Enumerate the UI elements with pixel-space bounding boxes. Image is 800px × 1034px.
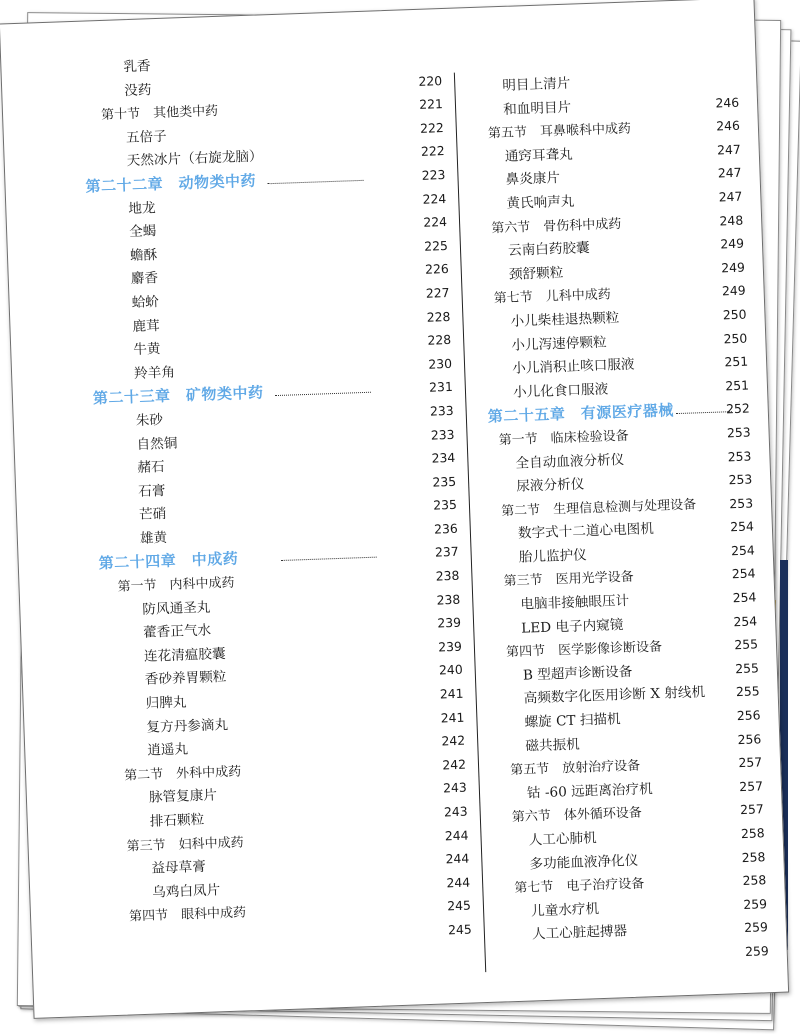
toc-page-number: 242 xyxy=(441,732,466,749)
toc-page-number: 222 xyxy=(419,119,445,136)
toc-page-number: 257 xyxy=(739,801,764,818)
toc-page-number: 256 xyxy=(737,730,762,747)
toc-entry-title: 朱砂 xyxy=(135,411,164,429)
toc-page-number: 258 xyxy=(742,872,767,889)
toc-chapter-title: 第二十二章 动物类中药 xyxy=(85,171,257,196)
toc-page-number: 244 xyxy=(446,874,471,891)
toc-entry-title: 藿香正气水 xyxy=(142,622,212,642)
toc-page-number: 243 xyxy=(442,780,468,796)
toc-page-number: 247 xyxy=(718,188,743,205)
toc-entry-title: 脉管复康片 xyxy=(148,787,218,807)
toc-entry-title: 全蝎 xyxy=(128,223,157,241)
toc-page-number: 254 xyxy=(733,613,758,629)
toc-page-number: 245 xyxy=(447,921,473,938)
toc-entry-title: 全自动血液分析仪 xyxy=(515,451,625,472)
toc-entry-title: 儿童水疗机 xyxy=(530,900,600,920)
toc-chapter-title: 第二十三章 矿物类中药 xyxy=(92,383,264,408)
toc-page-number: 259 xyxy=(743,896,768,912)
toc-chapter-title: 第二十五章 有源医疗器械 xyxy=(487,401,675,426)
toc-page-number: 221 xyxy=(419,96,444,113)
toc-page-number: 249 xyxy=(721,282,746,299)
toc-page-number: 246 xyxy=(715,117,741,134)
toc-page-number: 242 xyxy=(442,756,467,773)
toc-page-number: 254 xyxy=(732,589,757,606)
toc-section-title: 第三节 妇科中成药 xyxy=(126,835,244,855)
toc-page-number: 239 xyxy=(437,638,463,655)
toc-page-number: 250 xyxy=(722,306,747,323)
toc-entry-title: 地龙 xyxy=(128,199,156,217)
dot-leader xyxy=(676,411,732,414)
toc-section-title: 第三节 医用光学设备 xyxy=(503,570,634,590)
toc-entry-title: 胎儿监护仪 xyxy=(518,547,588,566)
toc-entry-title: 雄黄 xyxy=(139,529,168,547)
toc-page-number: 245 xyxy=(447,897,472,914)
toc-entry-title: 排石颗粒 xyxy=(149,811,205,830)
toc-page-number: 233 xyxy=(429,402,454,419)
toc-section-title: 第六节 骨伤科中成药 xyxy=(491,216,622,236)
toc-page-number: 254 xyxy=(729,518,755,535)
toc-page-number: 258 xyxy=(741,848,766,865)
toc-page-number: 224 xyxy=(423,214,448,230)
toc-section-title: 第二节 生理信息检测与处理设备 xyxy=(500,497,697,519)
toc-page-number: 246 xyxy=(715,94,740,111)
toc-entry-title: 复方丹参滴丸 xyxy=(146,716,229,736)
toc-entry-title: 通窍耳聋丸 xyxy=(504,146,574,165)
toc-page-number: 257 xyxy=(738,754,763,771)
toc-section-title: 第五节 耳鼻喉科中成药 xyxy=(487,121,632,142)
toc-page-number: 253 xyxy=(729,495,754,511)
toc-left-column xyxy=(81,45,472,954)
toc-entry-title: 尿液分析仪 xyxy=(516,476,585,495)
toc-page-number: 248 xyxy=(719,212,744,229)
toc-page-number: 227 xyxy=(425,284,450,301)
toc-page-number: 230 xyxy=(428,355,453,372)
toc-page-number: 241 xyxy=(440,709,465,726)
toc-entry-title: 牛黄 xyxy=(133,341,161,359)
toc-right-column xyxy=(476,67,769,972)
toc-entry-title: 高频数字化医用诊断 X 射线机 xyxy=(523,684,706,708)
toc-entry-title: 香砂养胃颗粒 xyxy=(144,669,227,689)
toc-page-number: 252 xyxy=(725,400,751,417)
toc-page-number: 226 xyxy=(424,261,449,278)
toc-page-number: 255 xyxy=(735,683,760,700)
toc-page-number: 223 xyxy=(421,166,446,183)
toc-page-number: 255 xyxy=(734,636,759,653)
toc-page-number: 247 xyxy=(717,165,742,181)
toc-entry-title: 归脾丸 xyxy=(145,694,187,712)
toc-page-number: 249 xyxy=(720,235,745,252)
toc-page-number: 244 xyxy=(445,850,470,867)
toc-entry-title: 人工心脏起搏器 xyxy=(531,923,628,943)
toc-entry-title: 螺旋 CT 扫描机 xyxy=(524,711,621,731)
toc-entry-title: 鼻炎康片 xyxy=(505,170,561,189)
toc-entry-title: LED 电子内窥镜 xyxy=(520,616,624,637)
toc-page-number: 247 xyxy=(716,141,741,158)
toc-entry-title: 没药 xyxy=(123,81,152,99)
toc-entry-title: 小儿消积止咳口服液 xyxy=(511,356,635,377)
toc-section-title: 第七节 电子治疗设备 xyxy=(514,876,645,897)
toc-page-number: 259 xyxy=(743,919,769,936)
toc-page-number: 254 xyxy=(731,565,756,582)
toc-page-number: 253 xyxy=(727,448,752,464)
toc-entry-title: 逍遥丸 xyxy=(147,741,189,759)
toc-page-number: 237 xyxy=(434,544,459,561)
toc-page-number: 224 xyxy=(422,190,447,207)
toc-chapter-title: 第二十四章 中成药 xyxy=(98,549,239,573)
toc-page-number: 251 xyxy=(725,377,750,394)
toc-entry-title: 人工心肺机 xyxy=(528,830,597,849)
toc-page-number: 258 xyxy=(740,825,765,842)
toc-entry-title: 连花清瘟胶囊 xyxy=(143,645,226,665)
toc-page-number: 222 xyxy=(420,143,445,160)
toc-page-number: 239 xyxy=(437,614,462,631)
toc-page-number: 255 xyxy=(734,660,760,677)
toc-entry-title: 钴 -60 远距离治疗机 xyxy=(526,780,653,802)
toc-page-number: 257 xyxy=(739,778,764,794)
toc-section-title: 第十节 其他类中药 xyxy=(100,104,219,124)
toc-page-number: 234 xyxy=(431,449,456,466)
toc-entry-title: 云南白药胶囊 xyxy=(507,240,590,260)
toc-page-number: 251 xyxy=(724,353,749,370)
toc-entry-title: 麝香 xyxy=(130,270,159,288)
dot-leader xyxy=(281,557,377,561)
toc-entry-title: 石膏 xyxy=(137,482,166,500)
toc-entry-title: 自然铜 xyxy=(136,435,178,453)
toc-entry-title: 小儿柴桂退热颗粒 xyxy=(510,309,620,330)
toc-page-number: 259 xyxy=(744,943,769,959)
dot-leader xyxy=(268,180,364,184)
toc-page-number: 235 xyxy=(432,473,457,490)
toc-page-number: 228 xyxy=(427,332,452,348)
toc-entry-title: 芒硝 xyxy=(138,506,167,524)
toc-page-number: 244 xyxy=(444,827,469,844)
toc-entry-title: 数字式十二道心电图机 xyxy=(517,521,655,542)
toc-page-number: 225 xyxy=(423,237,449,254)
toc-entry-title: 明目上清片 xyxy=(502,75,571,94)
toc-page-number: 253 xyxy=(726,424,751,441)
toc-entry-title: 赭石 xyxy=(137,459,165,477)
toc-entry-title: 小儿泻速停颗粒 xyxy=(511,334,607,354)
toc-section-title: 第五节 放射治疗设备 xyxy=(509,758,641,779)
toc-page-number: 235 xyxy=(433,497,458,513)
toc-entry-title: 磁共振机 xyxy=(525,736,581,755)
toc-entry-title: 电脑非接触眼压计 xyxy=(520,592,630,613)
toc-page-number: 236 xyxy=(433,520,459,537)
toc-section-title: 第六节 体外循环设备 xyxy=(511,805,643,826)
toc-section-title: 第一节 临床检验设备 xyxy=(498,428,629,449)
toc-entry-title: B 型超声诊断设备 xyxy=(522,663,633,684)
toc-page-number: 238 xyxy=(435,567,460,584)
toc-page-number: 241 xyxy=(439,685,464,702)
toc-entry-title: 鹿茸 xyxy=(132,317,160,335)
toc-page-number: 249 xyxy=(720,259,746,276)
toc-section-title: 第七节 儿科中成药 xyxy=(493,287,611,307)
toc-entry-title: 益母草膏 xyxy=(151,858,207,877)
toc-entry-title: 多功能血液净化仪 xyxy=(529,852,639,873)
toc-entry-title: 羚羊角 xyxy=(133,364,176,382)
toc-entry-title: 黄氏响声丸 xyxy=(506,193,575,212)
toc-page-number: 250 xyxy=(723,330,748,346)
toc-page-number: 233 xyxy=(430,426,455,443)
toc-entry-title: 颈舒颗粒 xyxy=(508,264,564,283)
toc-section-title: 第四节 眼科中成药 xyxy=(128,905,247,925)
toc-section-title: 第一节 内科中成药 xyxy=(117,575,235,595)
toc-page-number: 253 xyxy=(728,471,753,488)
toc-entry-title: 防风通圣丸 xyxy=(142,599,211,618)
toc-entry-title: 和血明目片 xyxy=(502,99,572,118)
toc-page-number: 231 xyxy=(428,379,454,396)
toc-page-number: 220 xyxy=(418,72,443,89)
toc-page-number: 256 xyxy=(736,707,761,724)
toc-page-number: 240 xyxy=(438,662,463,678)
toc-page-number: 228 xyxy=(426,308,451,325)
toc-entry-title: 五倍子 xyxy=(125,128,167,146)
toc-page-number: 254 xyxy=(730,542,755,559)
toc-entry-title: 乌鸡白凤片 xyxy=(151,882,221,901)
toc-entry-title: 蟾酥 xyxy=(129,246,158,264)
toc-entry-title: 乳香 xyxy=(123,58,151,76)
toc-section-title: 第二节 外科中成药 xyxy=(123,764,242,784)
toc-section-title: 第四节 医学影像诊断设备 xyxy=(505,639,663,661)
toc-entry-title: 小儿化食口服液 xyxy=(512,381,609,401)
toc-entry-title: 天然冰片（右旋龙脑） xyxy=(126,148,263,170)
toc-entry-title: 蛤蚧 xyxy=(131,294,160,311)
toc-page-number: 243 xyxy=(443,803,468,820)
dot-leader xyxy=(275,392,371,396)
toc-page-number: 238 xyxy=(436,591,461,608)
